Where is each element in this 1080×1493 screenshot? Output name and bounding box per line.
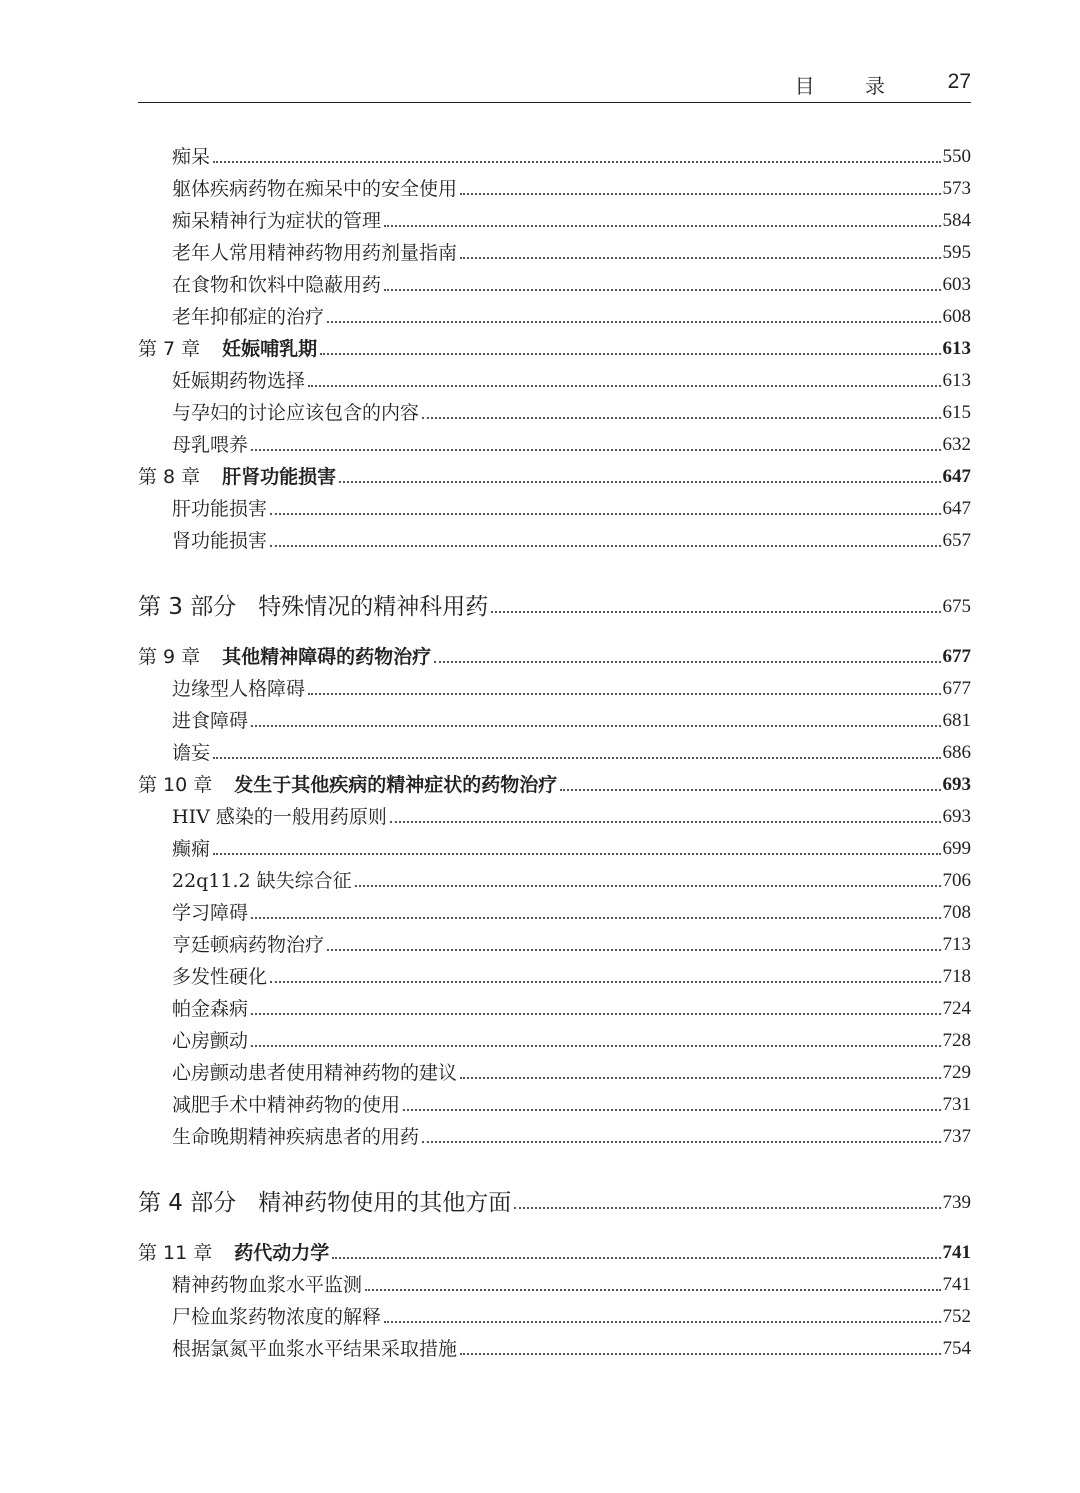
toc-section-entry[interactable]: [138, 235, 971, 267]
toc-section-entry[interactable]: [138, 1119, 971, 1151]
dot-leader: [213, 757, 940, 759]
toc-section-entry[interactable]: [138, 735, 971, 767]
dot-leader: [560, 789, 940, 791]
toc-section-entry[interactable]: [138, 1299, 971, 1331]
toc-entry-page: 729: [942, 1062, 971, 1083]
dot-leader: [384, 289, 940, 291]
toc-entry-title: [138, 593, 488, 621]
toc-entry-title: [172, 931, 324, 959]
toc-chapter-entry[interactable]: [138, 459, 971, 491]
toc-section-entry[interactable]: [138, 427, 971, 459]
toc-entry-number: 第 4 部分: [138, 1190, 237, 1216]
toc-entry-title: [172, 303, 324, 331]
dot-leader: [270, 545, 940, 547]
dot-leader: [251, 1045, 940, 1047]
toc-entry-label: 特殊情况的精神科用药: [258, 594, 489, 620]
toc-entry-page: 739: [942, 1192, 971, 1213]
toc-entry-label: 精神药物使用的其他方面: [258, 1190, 512, 1216]
toc-entry-title: [172, 867, 352, 895]
toc-entry-page: 754: [942, 1338, 971, 1359]
toc-chapter-entry[interactable]: [138, 767, 971, 799]
toc-entry-label: HIV 感染的一般用药原则: [172, 806, 387, 828]
dot-leader: [384, 1321, 940, 1323]
toc-entry-number: 第 11 章: [138, 1242, 213, 1264]
toc-entry-number: 第 10 章: [138, 774, 213, 796]
toc-entry-label: 躯体疾病药物在痴呆中的安全使用: [172, 178, 458, 200]
toc-entry-label: 心房颤动: [172, 1030, 249, 1052]
toc-entry-page: 613: [942, 370, 971, 391]
toc-entry-page: 550: [942, 146, 971, 167]
toc-section-entry[interactable]: [138, 1023, 971, 1055]
dot-leader: [327, 321, 940, 323]
dot-leader: [514, 1207, 940, 1209]
toc-entry-title: [172, 707, 248, 735]
toc-entry-number: 第 3 部分: [138, 594, 237, 620]
toc-entry-label: 老年人常用精神药物用药剂量指南: [172, 242, 458, 264]
page-header: [138, 68, 971, 103]
toc-entry-label: 多发性硬化: [172, 966, 268, 988]
toc-entry-page: 632: [942, 434, 971, 455]
toc-entry-title: [172, 271, 381, 299]
toc-entry-title: [172, 1123, 419, 1151]
dot-leader: [422, 417, 940, 419]
toc-entry-title: [172, 143, 210, 171]
toc-entry-page: 699: [942, 838, 971, 859]
toc-section-entry[interactable]: [138, 927, 971, 959]
toc-section-entry[interactable]: [138, 171, 971, 203]
toc-entry-label: 其他精神障碍的药物治疗: [222, 646, 432, 668]
toc-section-entry[interactable]: [138, 1331, 971, 1363]
toc-entry-label: 发生于其他疾病的精神症状的药物治疗: [234, 774, 558, 796]
toc-entry-title: [172, 1303, 381, 1331]
dot-leader: [403, 1109, 940, 1111]
toc-section-entry[interactable]: [138, 991, 971, 1023]
dot-leader: [332, 1257, 940, 1259]
toc-entry-page: 731: [942, 1094, 971, 1115]
toc-entry-title: [138, 335, 317, 363]
toc-entry-page: 713: [942, 934, 971, 955]
toc-part-entry[interactable]: [138, 581, 971, 621]
toc-section-entry[interactable]: [138, 799, 971, 831]
toc-entry-title: [172, 963, 267, 991]
dot-leader: [491, 611, 940, 613]
toc-entry-label: 痴呆精神行为症状的管理: [172, 210, 382, 232]
toc-entry-number: 第 7 章: [138, 338, 201, 360]
dot-leader: [390, 821, 941, 823]
toc-entry-label: 妊娠哺乳期: [222, 338, 318, 360]
toc-entry-label: 母乳喂养: [172, 434, 249, 456]
toc-section-entry[interactable]: [138, 1267, 971, 1299]
toc-section-entry[interactable]: [138, 139, 971, 171]
dot-leader: [339, 481, 940, 483]
toc-entry-page: 647: [942, 498, 971, 519]
toc-entry-page: 615: [942, 402, 971, 423]
dot-leader: [460, 1353, 940, 1355]
toc-entry-title: [172, 1091, 400, 1119]
toc-entry-page: 595: [942, 242, 971, 263]
toc-entry-label: 癫痫: [172, 838, 211, 860]
toc-entry-page: 657: [942, 530, 971, 551]
toc-entry-title: [172, 399, 419, 427]
toc-entry-label: 22q11.2 缺失综合征: [172, 870, 352, 892]
toc-entry-title: [138, 1189, 511, 1217]
toc-entry-title: [172, 803, 387, 831]
toc-entry-title: [172, 675, 305, 703]
toc-entry-page: 728: [942, 1030, 971, 1051]
toc-entry-number: 第 8 章: [138, 466, 201, 488]
toc-entry-label: 妊娠期药物选择: [172, 370, 306, 392]
toc-entry-label: 亨廷顿病药物治疗: [172, 934, 325, 956]
toc-entry-title: [172, 899, 248, 927]
toc-entry-label: 边缘型人格障碍: [172, 678, 306, 700]
toc-entry-title: [172, 995, 248, 1023]
toc-entry-page: 573: [942, 178, 971, 199]
dot-leader: [384, 225, 940, 227]
toc-entry-page: 693: [942, 774, 971, 795]
toc-entry-title: [172, 1027, 248, 1055]
dot-leader: [308, 385, 940, 387]
toc-entry-page: 584: [942, 210, 971, 231]
toc-entry-label: 精神药物血浆水平监测: [172, 1274, 363, 1296]
dot-leader: [365, 1289, 940, 1291]
toc-entry-label: 在食物和饮料中隐蔽用药: [172, 274, 382, 296]
toc-section-entry[interactable]: [138, 395, 971, 427]
header-page-number: 27: [947, 70, 971, 93]
toc-entry-label: 肾功能损害: [172, 530, 268, 552]
toc-section-entry[interactable]: [138, 959, 971, 991]
dot-leader: [213, 161, 940, 163]
toc-entry-label: 帕金森病: [172, 998, 249, 1020]
toc-entry-page: 603: [942, 274, 971, 295]
dot-leader: [355, 885, 941, 887]
toc-section-entry[interactable]: [138, 703, 971, 735]
toc-entry-page: 737: [942, 1126, 971, 1147]
toc-entry-title: [138, 1239, 329, 1267]
toc-entry-page: 677: [942, 646, 971, 667]
toc-entry-page: 675: [942, 596, 971, 617]
table-of-contents: [138, 139, 971, 1363]
toc-entry-title: [138, 643, 431, 671]
toc-entry-page: 741: [942, 1242, 971, 1263]
toc-section-entry[interactable]: [138, 1055, 971, 1087]
toc-entry-page: 693: [942, 806, 971, 827]
toc-entry-page: 752: [942, 1306, 971, 1327]
toc-entry-title: [172, 207, 381, 235]
dot-leader: [251, 917, 940, 919]
toc-entry-label: 谵妄: [172, 742, 211, 764]
toc-entry-page: 677: [942, 678, 971, 699]
toc-entry-label: 药代动力学: [234, 1242, 330, 1264]
toc-entry-label: 肝肾功能损害: [222, 466, 337, 488]
dot-leader: [251, 725, 940, 727]
dot-leader: [434, 661, 940, 663]
dot-leader: [460, 193, 940, 195]
toc-section-entry[interactable]: [138, 491, 971, 523]
toc-entry-title: [172, 495, 267, 523]
header-title: 目 录: [794, 74, 907, 98]
toc-entry-number: 第 9 章: [138, 646, 201, 668]
toc-entry-label: 肝功能损害: [172, 498, 268, 520]
toc-entry-title: [172, 1335, 457, 1363]
toc-entry-title: [138, 771, 557, 799]
toc-entry-title: [172, 431, 248, 459]
toc-section-entry[interactable]: [138, 203, 971, 235]
toc-entry-title: [138, 463, 336, 491]
toc-entry-label: 减肥手术中精神药物的使用: [172, 1094, 401, 1116]
toc-entry-page: 741: [942, 1274, 971, 1295]
toc-entry-title: [172, 1059, 457, 1087]
toc-chapter-entry[interactable]: [138, 1235, 971, 1267]
dot-leader: [422, 1141, 940, 1143]
toc-entry-page: 718: [942, 966, 971, 987]
dot-leader: [320, 353, 940, 355]
toc-part-entry[interactable]: [138, 1177, 971, 1217]
dot-leader: [213, 853, 940, 855]
toc-entry-title: [172, 175, 457, 203]
toc-section-entry[interactable]: [138, 363, 971, 395]
toc-entry-title: [172, 367, 305, 395]
toc-entry-label: 老年抑郁症的治疗: [172, 306, 325, 328]
dot-leader: [251, 449, 940, 451]
toc-entry-title: [172, 527, 267, 555]
toc-entry-page: 608: [942, 306, 971, 327]
toc-entry-title: [172, 739, 210, 767]
dot-leader: [270, 981, 940, 983]
toc-section-entry[interactable]: [138, 863, 971, 895]
dot-leader: [251, 1013, 940, 1015]
toc-entry-label: 心房颤动患者使用精神药物的建议: [172, 1062, 458, 1084]
toc-entry-page: 724: [942, 998, 971, 1019]
dot-leader: [327, 949, 940, 951]
toc-entry-page: 647: [942, 466, 971, 487]
toc-entry-title: [172, 1271, 362, 1299]
toc-entry-label: 尸检血浆药物浓度的解释: [172, 1306, 382, 1328]
toc-section-entry[interactable]: [138, 299, 971, 331]
toc-section-entry[interactable]: [138, 267, 971, 299]
toc-section-entry[interactable]: [138, 831, 971, 863]
toc-section-entry[interactable]: [138, 671, 971, 703]
toc-entry-label: 与孕妇的讨论应该包含的内容: [172, 402, 420, 424]
toc-entry-page: 686: [942, 742, 971, 763]
toc-entry-page: 613: [942, 338, 971, 359]
toc-entry-label: 学习障碍: [172, 902, 249, 924]
toc-section-entry[interactable]: [138, 1087, 971, 1119]
dot-leader: [460, 257, 940, 259]
toc-entry-label: 根据氯氮平血浆水平结果采取措施: [172, 1338, 458, 1360]
toc-section-entry[interactable]: [138, 523, 971, 555]
toc-entry-label: 痴呆: [172, 146, 211, 168]
toc-entry-page: 708: [942, 902, 971, 923]
toc-entry-page: 706: [942, 870, 971, 891]
toc-entry-label: 进食障碍: [172, 710, 249, 732]
toc-section-entry[interactable]: [138, 895, 971, 927]
dot-leader: [270, 513, 940, 515]
dot-leader: [460, 1077, 940, 1079]
toc-chapter-entry[interactable]: [138, 331, 971, 363]
toc-entry-label: 生命晚期精神疾病患者的用药: [172, 1126, 420, 1148]
toc-entry-title: [172, 239, 457, 267]
dot-leader: [308, 693, 940, 695]
toc-entry-title: [172, 835, 210, 863]
toc-chapter-entry[interactable]: [138, 639, 971, 671]
toc-entry-page: 681: [942, 710, 971, 731]
